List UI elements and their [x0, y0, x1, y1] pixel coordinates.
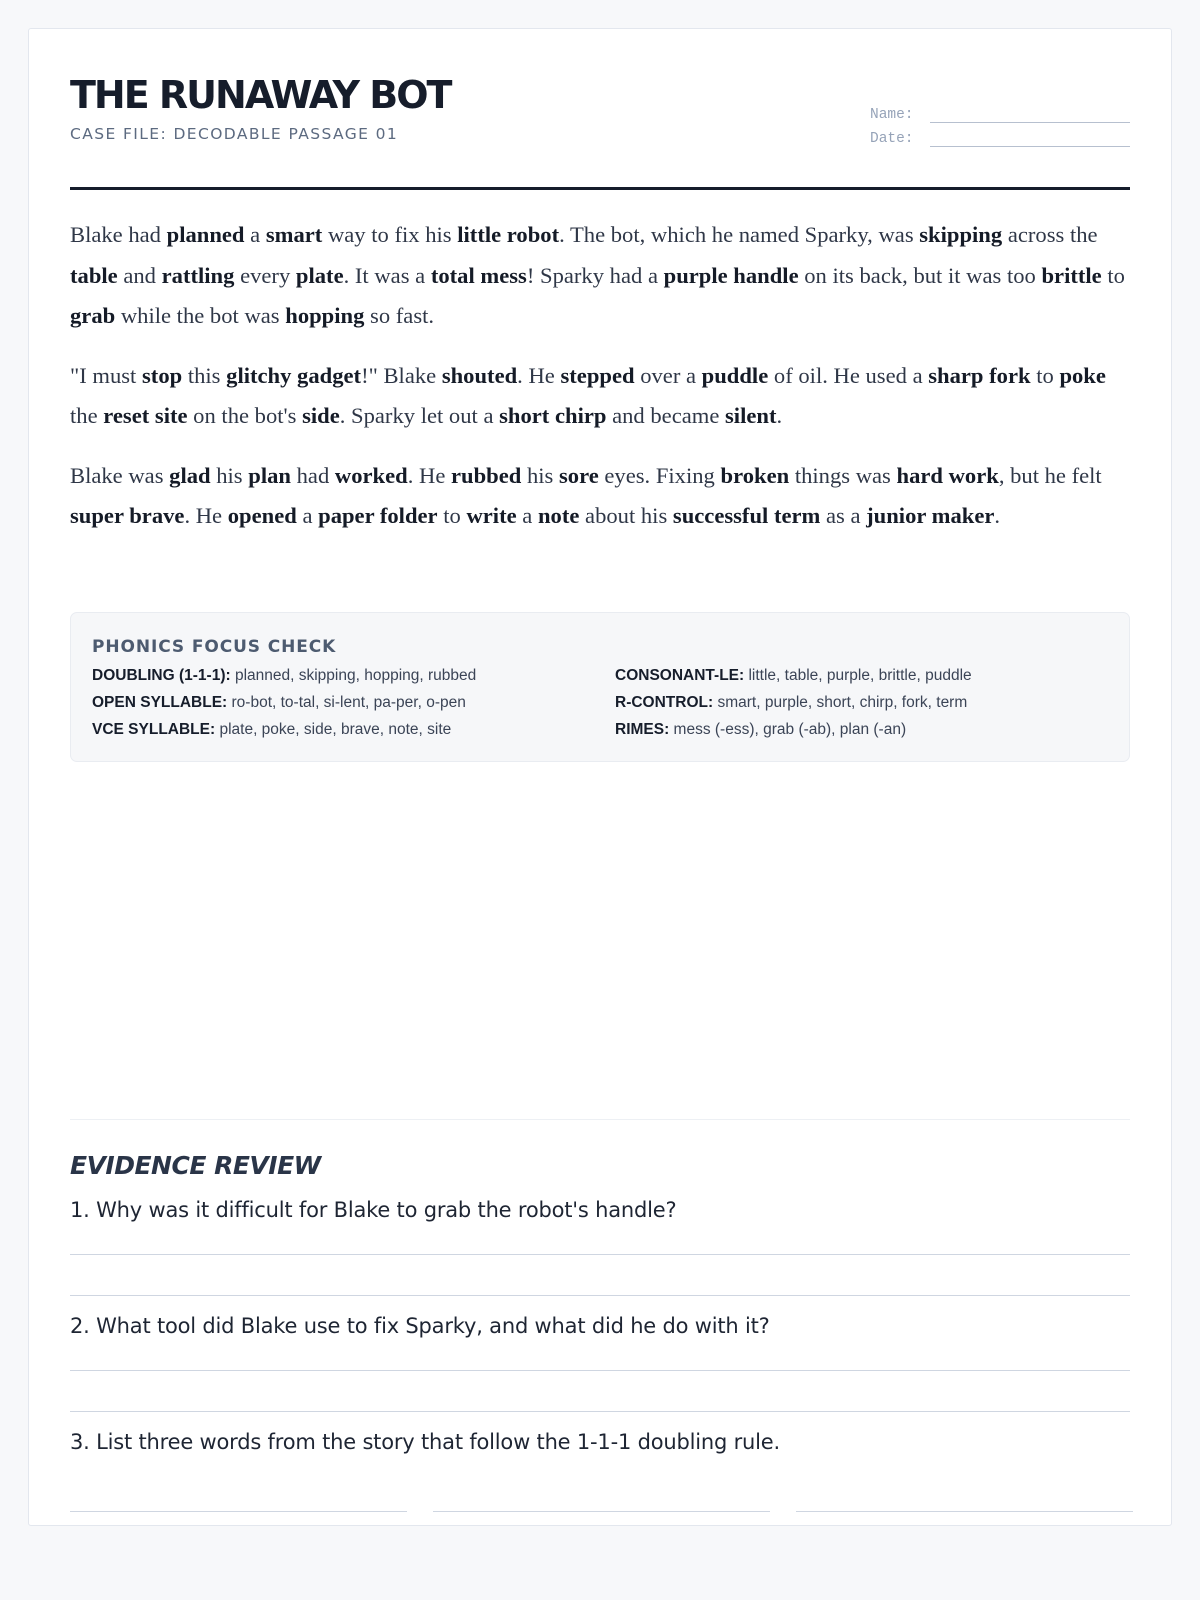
phonics-rule-label: DOUBLING (1-1-1): [92, 667, 231, 684]
question-2: 2. What tool did Blake use to fix Sparky, and what did he do with it? [70, 1314, 770, 1338]
phonics-word: paper folder [318, 503, 438, 528]
story-text: . It was a [343, 262, 431, 288]
phonics-rules [92, 665, 1108, 740]
phonics-word: reset site [103, 403, 188, 428]
story-text: while the bot was [115, 303, 286, 328]
story-text: ! Sparky had a [526, 262, 664, 288]
phonics-word: silent [725, 403, 777, 428]
phonics-rule [615, 719, 1108, 740]
story-text: to [437, 503, 467, 528]
phonics-word: planned [166, 222, 245, 247]
phonics-word: table [70, 262, 118, 288]
phonics-word: shouted [441, 362, 518, 388]
story-text: Blake had [70, 222, 167, 247]
phonics-word: short chirp [499, 403, 607, 428]
phonics-word: super brave [70, 503, 185, 528]
phonics-word: rubbed [451, 462, 522, 488]
phonics-rule-words: little, table, purple, brittle, puddle [744, 667, 972, 684]
story-text: and [117, 262, 162, 288]
story-text: . He [517, 362, 561, 388]
phonics-word: total mess [430, 262, 527, 288]
story-text: , but he felt [998, 462, 1102, 488]
story-text: across the [1002, 222, 1098, 247]
phonics-word: puddle [701, 362, 769, 388]
phonics-word: successful term [672, 503, 821, 528]
phonics-word: skipping [919, 222, 1003, 247]
phonics-rule-words: mess (-ess), grab (-ab), plan (-an) [669, 721, 907, 738]
phonics-word: hard work [896, 462, 999, 488]
question-1: 1. Why was it difficult for Blake to grab the robot's handle? [70, 1198, 677, 1222]
story-text: things was [789, 462, 897, 488]
phonics-word: junior maker [866, 503, 995, 528]
phonics-word: glitchy gadget [226, 362, 362, 388]
story-text: . He [184, 503, 228, 528]
phonics-rule [615, 692, 1108, 713]
story-text: . He [407, 462, 451, 488]
story-text: on its back, but it was too [798, 262, 1042, 288]
story-text: about his [579, 503, 673, 528]
story-paragraph [70, 356, 1130, 437]
phonics-focus-box [70, 612, 1130, 762]
phonics-word: hopping [285, 303, 365, 328]
worksheet-subtitle: CASE FILE: DECODABLE PASSAGE 01 [70, 125, 399, 143]
answer-blank[interactable] [796, 1511, 1133, 1512]
story-text: his [521, 462, 559, 488]
question-3: 3. List three words from the story that follow the 1-1-1 doubling rule. [70, 1430, 780, 1454]
phonics-rule [92, 692, 615, 713]
name-row [870, 99, 1130, 123]
phonics-rule-words: smart, purple, short, chirp, fork, term [713, 694, 968, 711]
story-text: and became [606, 403, 726, 428]
phonics-rule-label: VCE SYLLABLE: [92, 721, 216, 738]
story-text: eyes. Fixing [598, 462, 721, 488]
phonics-word: brittle [1041, 262, 1102, 288]
story-text: . [994, 503, 1001, 528]
header-divider [70, 187, 1130, 190]
story-text: a [296, 503, 319, 528]
story-text: way to fix his [322, 222, 458, 247]
story-text: !" Blake [361, 362, 442, 388]
story-text: every [234, 262, 296, 288]
phonics-rule-label: RIMES: [615, 721, 670, 738]
phonics-rule [92, 665, 615, 686]
phonics-word: plate [295, 262, 344, 288]
evidence-review-title: EVIDENCE REVIEW [70, 1151, 321, 1180]
phonics-word: poke [1059, 362, 1106, 388]
phonics-rule-words: plate, poke, side, brave, note, site [215, 721, 452, 738]
phonics-word: sharp fork [928, 362, 1031, 388]
worksheet-content [70, 29, 1130, 1525]
date-field[interactable] [930, 132, 1130, 147]
story-text: the [70, 403, 104, 428]
phonics-rule-label: R-CONTROL: [615, 694, 714, 711]
story-text: a [516, 503, 538, 528]
phonics-word: write [466, 503, 517, 528]
phonics-word: rattling [161, 262, 235, 288]
phonics-word: stepped [560, 362, 635, 388]
phonics-rule-label: CONSONANT-LE: [615, 667, 745, 684]
phonics-word: worked [334, 462, 408, 488]
story-text: to [1101, 262, 1125, 288]
date-row [870, 123, 1130, 147]
phonics-word: grab [70, 303, 116, 328]
name-field[interactable] [930, 108, 1130, 123]
phonics-word: glad [169, 462, 211, 488]
story-text: to [1030, 362, 1060, 388]
phonics-rule [92, 719, 615, 740]
phonics-title: PHONICS FOCUS CHECK [92, 637, 337, 657]
phonics-word: smart [265, 222, 323, 247]
student-info [870, 99, 1130, 147]
story-text: his [210, 462, 249, 488]
phonics-word: note [537, 503, 580, 528]
story-text: over a [634, 362, 702, 388]
story-text: of oil. He used a [768, 362, 929, 388]
phonics-word: side [302, 403, 340, 428]
phonics-rule-label: OPEN SYLLABLE: [92, 694, 228, 711]
story-text: had [290, 462, 335, 488]
story-text: this [182, 362, 227, 388]
section-divider [70, 1119, 1130, 1120]
phonics-word: broken [720, 462, 790, 488]
phonics-word: sore [559, 462, 599, 488]
story-text: on the bot's [187, 403, 303, 428]
answer-blank[interactable] [433, 1511, 770, 1512]
phonics-word: stop [142, 362, 183, 388]
story-paragraph [70, 456, 1130, 537]
story-text: so fast. [364, 303, 435, 328]
story-passage [70, 215, 1130, 556]
phonics-word: opened [227, 503, 297, 528]
story-text: "I must [70, 362, 142, 388]
phonics-rule [615, 665, 1108, 686]
answer-line[interactable] [70, 1295, 1130, 1296]
story-text: a [244, 222, 266, 247]
phonics-rule-words: ro-bot, to-tal, si-lent, pa-per, o-pen [227, 694, 466, 711]
phonics-word: purple handle [663, 262, 799, 288]
name-label: Name: [870, 107, 914, 123]
story-text: as a [820, 503, 867, 528]
story-text: . [776, 403, 783, 428]
story-text: Blake was [70, 462, 170, 488]
answer-line[interactable] [70, 1370, 1130, 1371]
phonics-rule-words: planned, skipping, hopping, rubbed [230, 667, 477, 684]
date-label: Date: [870, 131, 914, 147]
phonics-word: plan [248, 462, 291, 488]
worksheet-title: THE RUNAWAY BOT [70, 73, 451, 117]
story-paragraph [70, 215, 1130, 337]
answer-line[interactable] [70, 1254, 1130, 1255]
story-text: . Sparky let out a [339, 403, 500, 428]
story-text: . The bot, which he named Sparky, was [559, 222, 920, 247]
answer-line[interactable] [70, 1411, 1130, 1412]
answer-blank[interactable] [70, 1511, 407, 1512]
worksheet-page [28, 28, 1172, 1526]
phonics-word: little robot [457, 222, 560, 247]
